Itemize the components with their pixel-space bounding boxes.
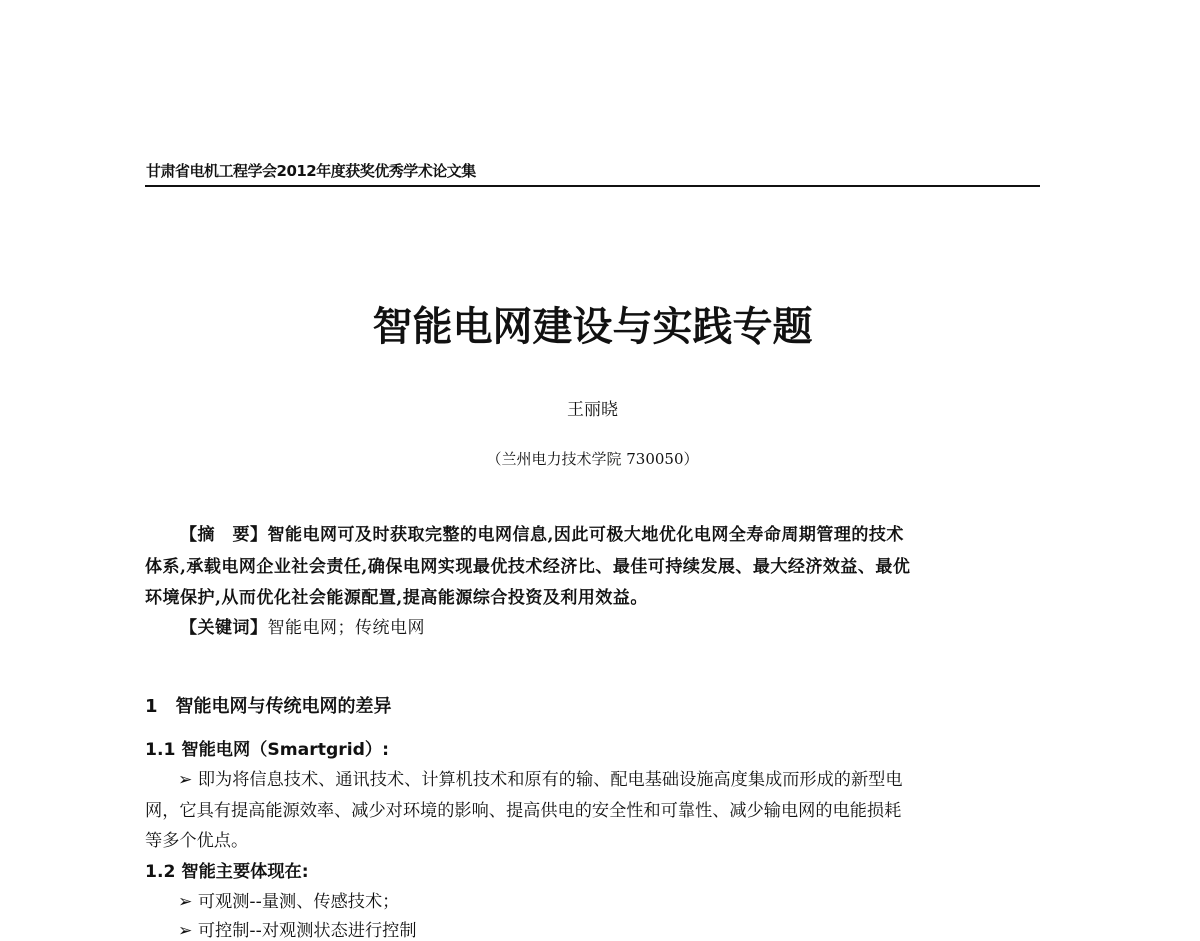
subsection-1-2-heading: 1.2 智能主要体现在: <box>145 862 309 882</box>
affiliation: （兰州电力技术学院 730050） <box>486 450 699 468</box>
running-header: 甘肃省电机工程学会2012年度获奖优秀学术论文集 <box>146 162 476 180</box>
bullet-text-line-2: 网，它具有提高能源效率、减少对环境的影响、提高供电的安全性和可靠性、减少输电网的电能损耗 <box>145 801 902 821</box>
bullet-text-line-3: 等多个优点。 <box>145 831 249 851</box>
keywords-line <box>180 613 425 638</box>
abstract-label: 【摘 要】 <box>180 525 268 545</box>
abstract-text: 智能电网可及时获取完整的电网信息,因此可极大地优化电网全寿命周期管理的技术 <box>267 525 904 545</box>
list-item: ➢ 可观测--量测、传感技术； <box>178 892 400 912</box>
keywords-label: 【关键词】 <box>180 618 268 638</box>
subsection-1-1-heading: 1.1 智能电网（Smartgrid）: <box>145 740 389 760</box>
list-item: ➢ 可控制--对观测状态进行控制 <box>178 921 417 941</box>
keywords: 智能电网；传统电网 <box>267 618 425 638</box>
abstract-line-2: 体系,承载电网企业社会责任,确保电网实现最优技术经济比、最佳可持续发展、最大经济效益、最优 <box>145 557 911 577</box>
section-1-heading: 1 智能电网与传统电网的差异 <box>145 696 392 717</box>
paper-title: 智能电网建设与实践专题 <box>372 303 813 350</box>
abstract-line-1 <box>180 520 904 545</box>
header-rule <box>145 185 1040 187</box>
author: 王丽晓 <box>567 400 618 420</box>
bullet-text-line-1: ➢ 即为将信息技术、通讯技术、计算机技术和原有的输、配电基础设施高度集成而形成的新型电 <box>178 770 903 790</box>
abstract-line-3: 环境保护,从而优化社会能源配置,提高能源综合投资及利用效益。 <box>145 588 648 608</box>
